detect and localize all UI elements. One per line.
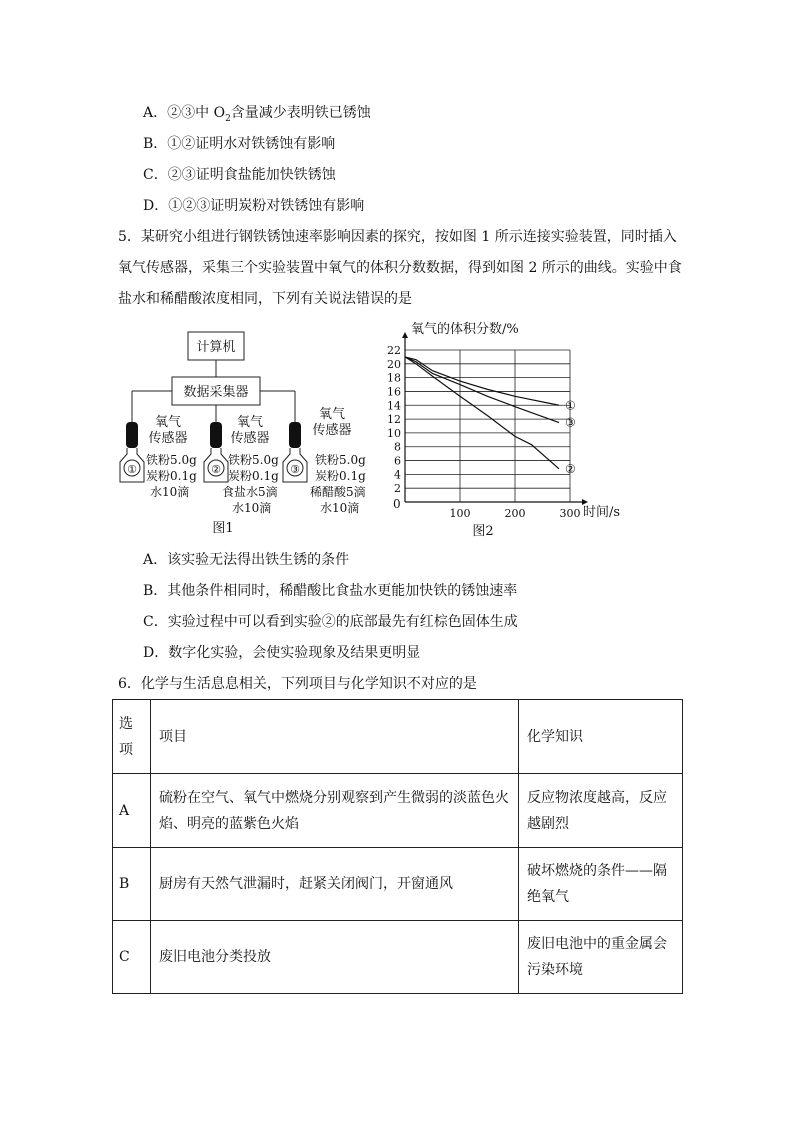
figure-2-chart: [375, 315, 645, 540]
table-row: [113, 848, 683, 921]
chart-xlabel: 时间/s: [583, 505, 621, 520]
option-text: ①②③证明炭粉对铁锈蚀有影响: [168, 198, 365, 214]
computer-label: 计算机: [196, 340, 236, 355]
bottle-3-line-1: 铁粉5.0g: [315, 453, 366, 467]
sensor-label-b: 传感器: [230, 431, 270, 446]
q5-option-a: [143, 550, 349, 570]
row-item: 硫粉在空气、氧气中燃烧分别观察到产生微弱的淡蓝色火焰、明亮的蓝紫色火焰: [151, 774, 519, 848]
q5-option-d: [143, 643, 420, 663]
x-tick-label: 300: [559, 507, 581, 520]
option-letter: B．: [143, 583, 168, 599]
option-text-pre: ②③中 O: [167, 105, 226, 121]
option-letter: C．: [143, 614, 168, 630]
option-text: 实验过程中可以看到实验②的底部最先有红棕色固体生成: [167, 614, 518, 630]
table-row: [113, 921, 683, 994]
bottle-3-line-2: 炭粉0.1g: [315, 469, 366, 483]
figure-1-apparatus: [110, 322, 380, 537]
option-letter: A．: [143, 105, 168, 121]
header-knowledge: 化学知识: [519, 700, 683, 774]
q4-option-b: [143, 134, 335, 154]
bottle-2-number: ②: [211, 463, 221, 476]
q5-stem-line-2: 氧气传感器，采集三个实验装置中氧气的体积分数数据，得到如图 2 所示的曲线。实验中食: [118, 260, 682, 276]
option-text: 数字化实验，会使实验现象及结果更明显: [168, 645, 421, 661]
q5-stem-line-1: 5．某研究小组进行钢铁锈蚀速率影响因素的探究，按如图 1 所示连接实验装置，同时插入: [118, 229, 677, 245]
option-text-post: 含量减少表明铁已锈蚀: [230, 105, 371, 121]
row-item: 厨房有天然气泄漏时，赶紧关闭阀门，开窗通风: [151, 848, 519, 921]
option-text: ②③证明食盐能加快铁锈蚀: [167, 167, 336, 183]
y-tick-label: 22: [387, 344, 401, 357]
header-option: [113, 700, 151, 774]
y-tick-label: 10: [387, 426, 401, 440]
bottle-2-line-3: 食盐水5滴: [222, 485, 278, 499]
q4-option-c: [143, 165, 336, 185]
subscript: 2: [225, 113, 231, 124]
bottle-2-line-4: 水10滴: [232, 501, 272, 515]
y-tick-label: 8: [394, 440, 401, 454]
table-row: [113, 774, 683, 848]
collector-label: 数据采集器: [183, 385, 249, 400]
bottle-2-line-2: 炭粉0.1g: [228, 469, 279, 483]
sensor-2: [210, 422, 222, 448]
series-label-3: ②: [565, 461, 576, 476]
q4-option-d: [143, 196, 364, 216]
bottle-1-line-3: 水10滴: [150, 485, 190, 499]
q4-option-a: [143, 103, 371, 129]
option-letter: D．: [143, 198, 169, 214]
option-letter: C．: [143, 167, 168, 183]
y-tick-label: 20: [387, 357, 401, 371]
chart-origin: 0: [393, 497, 401, 511]
option-letter: A．: [143, 552, 168, 568]
series-label-1: ①: [565, 398, 576, 413]
option-text: 该实验无法得出铁生锈的条件: [167, 552, 350, 568]
row-option: B: [113, 848, 151, 921]
figure-1-caption: 图1: [212, 521, 234, 536]
row-knowledge: 破坏燃烧的条件——隔绝氧气: [519, 848, 683, 921]
row-item: 废旧电池分类投放: [151, 921, 519, 994]
sensor-3: [289, 422, 301, 448]
series-line-2: [405, 357, 559, 423]
option-letter: B．: [143, 136, 168, 152]
bottle-1-line-2: 炭粉0.1g: [146, 469, 197, 483]
row-option: A: [113, 774, 151, 848]
y-tick-label: 16: [387, 385, 401, 399]
q6-stem: 6．化学与生活息息相关，下列项目与化学知识不对应的是: [118, 676, 477, 692]
sensor-1: [126, 422, 138, 448]
sensor-label-a: 氧气: [236, 415, 264, 430]
sensor-label-a: 氧气: [318, 407, 346, 422]
bottle-1-number: ①: [127, 463, 137, 476]
option-letter: D．: [143, 645, 169, 661]
option-text: 其他条件相同时，稀醋酸比食盐水更能加快铁的锈蚀速率: [167, 583, 518, 599]
sensor-label-b: 传感器: [312, 423, 352, 438]
y-tick-label: 12: [387, 413, 401, 427]
bottle-3-number: ③: [290, 463, 300, 476]
y-tick-label: 18: [387, 371, 401, 385]
y-tick-label: 14: [387, 399, 401, 413]
bottle-1-line-1: 铁粉5.0g: [146, 453, 197, 467]
q5-stem-line-3: 盐水和稀醋酸浓度相同，下列有关说法错误的是: [118, 291, 412, 307]
y-tick-label: 2: [394, 482, 401, 496]
q6-table: [112, 699, 683, 994]
sensor-label-a: 氧气: [154, 415, 182, 430]
table-header-row: [113, 700, 683, 774]
sensor-label-b: 传感器: [148, 431, 188, 446]
y-tick-label: 6: [394, 454, 401, 468]
y-tick-label: 4: [394, 468, 401, 482]
row-knowledge: 废旧电池中的重金属会污染环境: [519, 921, 683, 994]
x-tick-label: 100: [449, 507, 471, 520]
q5-option-c: [143, 612, 518, 632]
series-label-2: ③: [565, 415, 576, 430]
row-option: C: [113, 921, 151, 994]
bottle-3-line-3: 稀醋酸5滴: [310, 485, 366, 499]
chart-ylabel: 氧气的体积分数/%: [411, 322, 519, 337]
chart-caption: 图2: [472, 524, 494, 539]
y-axis-arrow: [402, 332, 408, 338]
bottle-3-line-4: 水10滴: [320, 501, 360, 515]
option-text: ①②证明水对铁锈蚀有影响: [167, 136, 336, 152]
header-option-text: 选项: [119, 715, 133, 758]
x-tick-label: 200: [504, 507, 526, 520]
header-item: 项目: [151, 700, 519, 774]
q5-option-b: [143, 581, 517, 601]
bottle-2-line-1: 铁粉5.0g: [228, 453, 279, 467]
series-line-3: [405, 357, 559, 469]
row-knowledge: 反应物浓度越高，反应越剧烈: [519, 774, 683, 848]
